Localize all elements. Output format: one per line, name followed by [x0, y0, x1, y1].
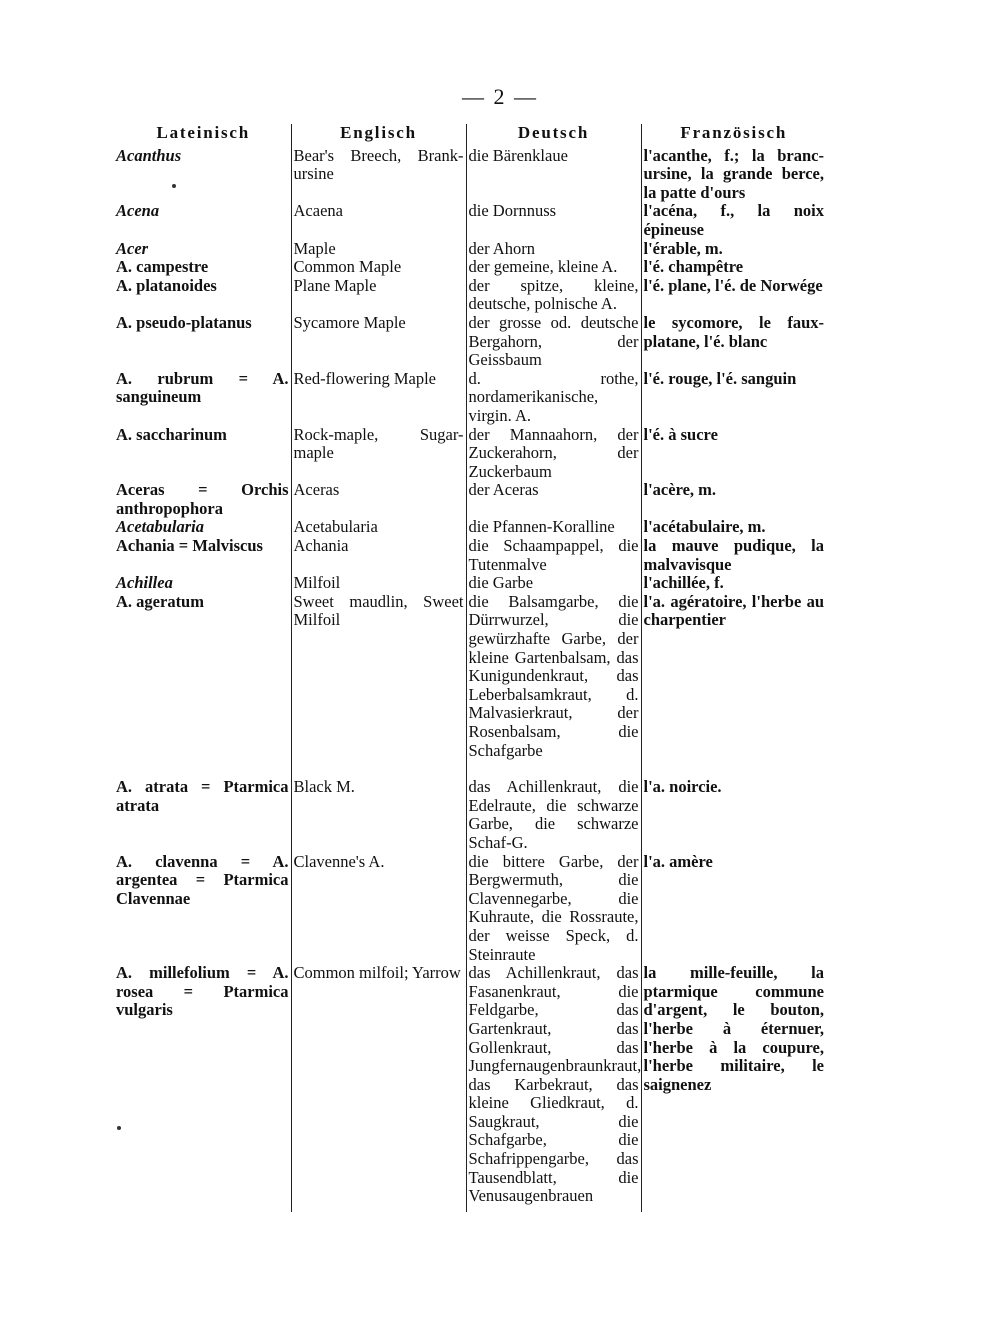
table-row [116, 537, 826, 574]
german-term: der grosse od. deutsche Bergahorn, der Geissbaum [466, 314, 641, 370]
header-english: Englisch [291, 124, 466, 147]
latin-term: A. atrata = Ptarmica atrata [116, 777, 289, 815]
table-row [116, 593, 826, 760]
english-term: Common milfoil; Yarrow [291, 964, 466, 1206]
french-term: l'é. champêtre [641, 258, 826, 277]
english-term: Black M. [291, 778, 466, 852]
french-term: l'é. plane, l'é. de Norwége [641, 277, 826, 314]
german-term: die Schaampappel, die Tutenmalve [466, 537, 641, 574]
german-term: das Achillenkraut, die Edelraute, die schwarze Garbe, die schwarze Schaf-G. [466, 778, 641, 852]
french-term: le sycomore, le faux-platane, l'é. blanc [641, 314, 826, 370]
print-speck [172, 184, 176, 188]
english-term: Rock-maple, Sugar-maple [291, 426, 466, 482]
german-term: die Bärenklaue [466, 147, 641, 203]
english-term: Plane Maple [291, 277, 466, 314]
latin-term: Acer [116, 238, 149, 258]
table-row [116, 574, 826, 593]
french-term: l'acère, m. [641, 481, 826, 518]
latin-term: A. ageratum [116, 591, 204, 611]
dictionary-table [116, 124, 826, 1212]
table-row [116, 370, 826, 426]
english-term: Maple [291, 240, 466, 259]
table-row [116, 147, 826, 203]
latin-term: A. saccharinum [116, 424, 227, 444]
page-number: — 2 — [462, 84, 538, 109]
print-speck [117, 1126, 121, 1130]
french-term: l'a. amère [641, 853, 826, 965]
french-term: l'acanthe, f.; la branc-ursine, la grande berce, la patte d'ours [641, 147, 826, 203]
german-term: der spitze, kleine, deutsche, polnische A. [466, 277, 641, 314]
latin-term: A. pseudo-platanus [116, 312, 252, 332]
german-term: die Pfannen-Koralline [466, 518, 641, 537]
french-term: la mauve pudique, la malvavisque [641, 537, 826, 574]
french-term: l'érable, m. [641, 240, 826, 259]
table-row [116, 202, 826, 239]
english-term: Common Maple [291, 258, 466, 277]
german-term: d. rothe, nordamerikanische, virgin. A. [466, 370, 641, 426]
spacer-row [116, 1206, 826, 1212]
table-row [116, 314, 826, 370]
table-row [116, 426, 826, 482]
english-term: Red-flowering Maple [291, 370, 466, 426]
latin-term: Acena [116, 201, 160, 221]
latin-term: Achania = Malviscus [116, 536, 263, 556]
latin-term: A. millefolium = A. rosea = Ptarmica vulgaris [116, 963, 289, 1020]
latin-term: Aceras = Orchis anthropophora [116, 480, 289, 518]
german-term: der Mannaahorn, der Zuckerahorn, der Zuckerbaum [466, 426, 641, 482]
spacer-row [116, 760, 826, 778]
french-term: l'acétabulaire, m. [641, 518, 826, 537]
german-term: die Garbe [466, 574, 641, 593]
latin-term: A. campestre [116, 257, 209, 277]
table-row [116, 853, 826, 965]
table-row [116, 277, 826, 314]
english-term: Achania [291, 537, 466, 574]
french-term: l'a. noircie. [641, 778, 826, 852]
english-term: Clavenne's A. [291, 853, 466, 965]
table-row [116, 518, 826, 537]
french-term: l'a. agératoire, l'herbe au charpentier [641, 593, 826, 760]
english-term: Aceras [291, 481, 466, 518]
table-row [116, 481, 826, 518]
header-row [116, 124, 826, 147]
french-term: l'é. à sucre [641, 426, 826, 482]
table-row [116, 778, 826, 852]
german-term: der Ahorn [466, 240, 641, 259]
english-term: Sycamore Maple [291, 314, 466, 370]
table-row [116, 240, 826, 259]
german-term: der Aceras [466, 481, 641, 518]
german-term: das Achillenkraut, das Fasanenkraut, die Feldgarbe, das Gartenkraut, das Gollenkraut, das Jungfernaugenbraunkraut, das Karbekraut, das kleine Gliedkraut, d. Saugkraut, die Schafgarbe, die Schafrippengarbe, das Tausendblatt, die Venusaugenbrauen [466, 964, 641, 1206]
english-term: Acaena [291, 202, 466, 239]
latin-term: Achillea [116, 573, 173, 593]
english-term: Milfoil [291, 574, 466, 593]
table-row [116, 258, 826, 277]
latin-term: Acanthus [116, 145, 182, 165]
latin-term: A. platanoides [116, 275, 217, 295]
english-term: Sweet maudlin, Sweet Milfoil [291, 593, 466, 760]
latin-term: Acetabularia [116, 517, 205, 537]
german-term: die bittere Garbe, der Bergwermuth, die Clavennegarbe, die Kuhraute, die Rossraute, der weisse Speck, d. Steinraute [466, 853, 641, 965]
french-term: l'acéna, f., la noix épineuse [641, 202, 826, 239]
english-term: Acetabularia [291, 518, 466, 537]
french-term: la mille-feuille, la ptarmique commune d'argent, le bouton, l'herbe à éternuer, l'herbe à la coupure, l'herbe militaire, le saignenez [641, 964, 826, 1206]
french-term: l'é. rouge, l'é. sanguin [641, 370, 826, 426]
german-term: der gemeine, kleine A. [466, 258, 641, 277]
header-german: Deutsch [466, 124, 641, 147]
table-row [116, 964, 826, 1206]
header-french: Französisch [641, 124, 826, 147]
header-latin: Lateinisch [156, 123, 251, 142]
english-term: Bear's Breech, Brank-ursine [291, 147, 466, 203]
latin-term: A. clavenna = A. argentea = Ptarmica Clavennae [116, 851, 289, 908]
german-term: die Balsamgarbe, die Dürrwurzel, die gewürzhafte Garbe, der kleine Gartenbalsam, das Kunigundenkraut, das Leberbalsamkraut, d. Malvasierkraut, der Rosenbalsam, die Schafgarbe [466, 593, 641, 760]
french-term: l'achillée, f. [641, 574, 826, 593]
latin-term: A. rubrum = A. sanguineum [116, 368, 289, 407]
german-term: die Dornnuss [466, 202, 641, 239]
